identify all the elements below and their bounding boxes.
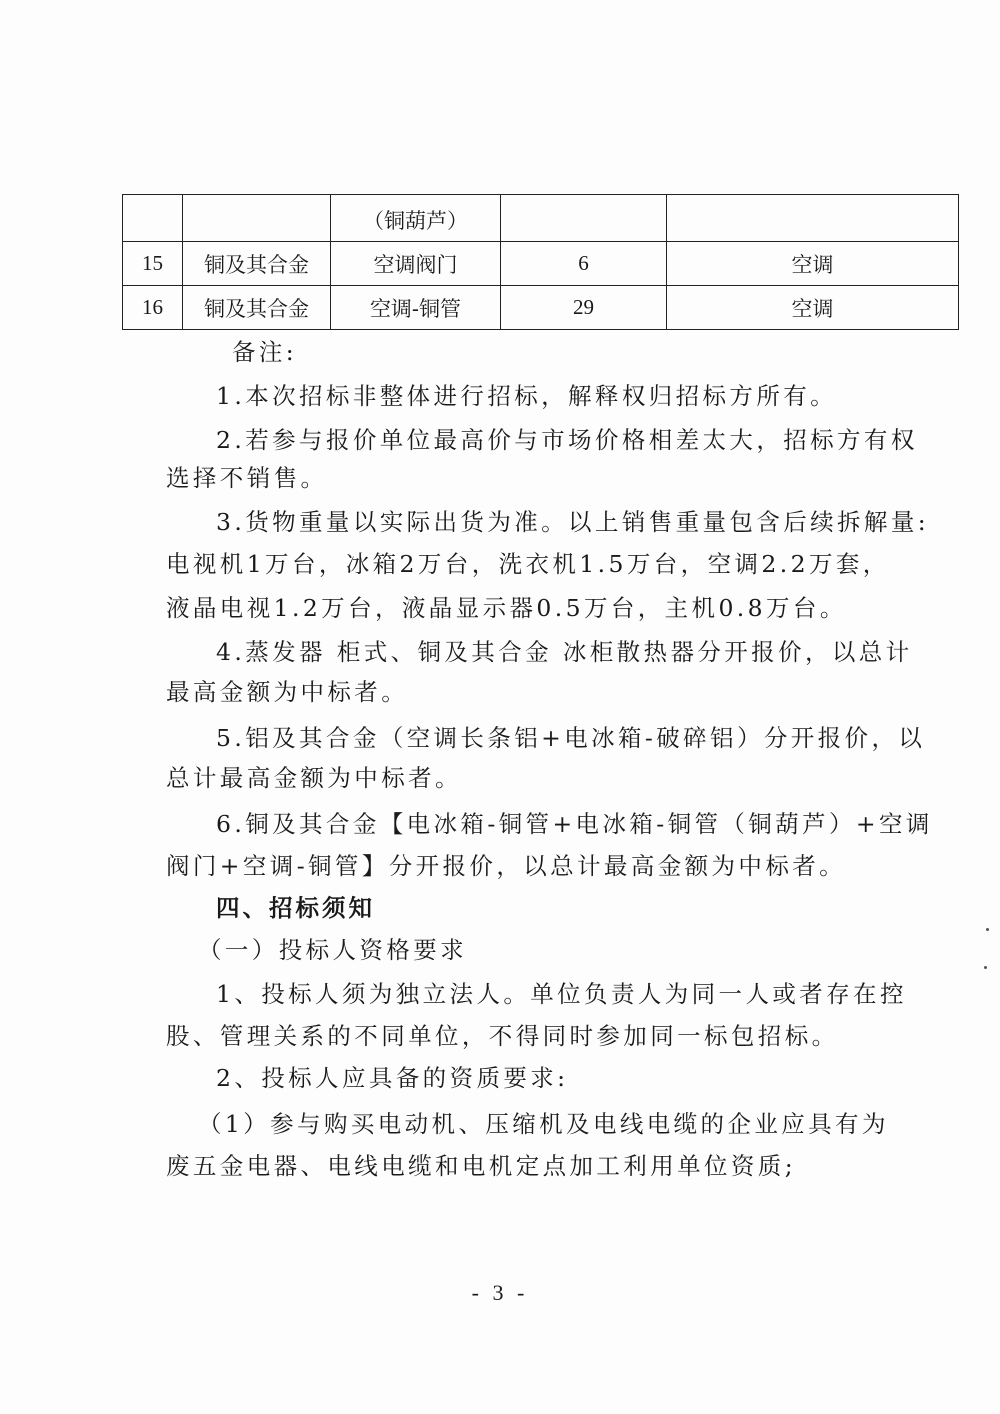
scan-speck bbox=[984, 966, 987, 969]
remark-line: 最高金额为中标者。 bbox=[166, 678, 409, 706]
section-subheading: （一）投标人资格要求 bbox=[198, 936, 467, 964]
remark-line: 3.货物重量以实际出货为准。以上销售重量包含后续拆解量: bbox=[216, 508, 930, 536]
section-line: （1）参与购买电动机、压缩机及电线电缆的企业应具有为 bbox=[198, 1110, 889, 1138]
remark-line: 1.本次招标非整体进行招标，解释权归招标方所有。 bbox=[216, 382, 838, 410]
row-note bbox=[667, 195, 959, 242]
section-heading: 四、招标须知 bbox=[216, 894, 375, 922]
remark-line: 4.蒸发器 柜式、铜及其合金 冰柜散热器分开报价，以总计 bbox=[216, 638, 913, 666]
row-quantity bbox=[501, 195, 667, 242]
row-note: 空调 bbox=[667, 242, 959, 286]
row-number: 15 bbox=[123, 242, 183, 286]
row-category: 铜及其合金 bbox=[183, 242, 331, 286]
remark-line: 2.若参与报价单位最高价与市场价格相差太大，招标方有权 bbox=[216, 426, 918, 454]
row-item: 空调阀门 bbox=[331, 242, 501, 286]
remark-line: 5.铝及其合金（空调长条铝+电冰箱-破碎铝）分开报价，以 bbox=[216, 724, 926, 752]
row-number: 16 bbox=[123, 286, 183, 330]
section-line: 2、投标人应具备的资质要求: bbox=[216, 1064, 569, 1092]
row-category: 铜及其合金 bbox=[183, 286, 331, 330]
remark-line: 电视机1万台，冰箱2万台，洗衣机1.5万台，空调2.2万套， bbox=[166, 550, 890, 578]
remarks-title: 备注: bbox=[232, 338, 298, 366]
row-item: 空调-铜管 bbox=[331, 286, 501, 330]
scan-speck bbox=[986, 928, 989, 931]
section-line: 1、投标人须为独立法人。单位负责人为同一人或者存在控 bbox=[216, 980, 907, 1008]
remark-line: 6.铜及其合金【电冰箱-铜管+电冰箱-铜管（铜葫芦）+空调 bbox=[216, 810, 933, 838]
row-item: （铜葫芦） bbox=[331, 195, 501, 242]
remark-line: 阀门+空调-铜管】分开报价，以总计最高金额为中标者。 bbox=[166, 852, 847, 880]
row-category bbox=[183, 195, 331, 242]
remark-line: 选择不销售。 bbox=[166, 464, 328, 492]
row-quantity: 29 bbox=[501, 286, 667, 330]
table-row bbox=[123, 195, 959, 242]
row-number bbox=[123, 195, 183, 242]
section-line: 股、管理关系的不同单位，不得同时参加同一标包招标。 bbox=[166, 1022, 839, 1050]
row-note: 空调 bbox=[667, 286, 959, 330]
items-table bbox=[122, 194, 959, 330]
remark-line: 总计最高金额为中标者。 bbox=[166, 764, 462, 792]
section-line: 废五金电器、电线电缆和电机定点加工利用单位资质; bbox=[166, 1152, 797, 1180]
table-row bbox=[123, 242, 959, 286]
row-quantity: 6 bbox=[501, 242, 667, 286]
table-row bbox=[123, 286, 959, 330]
remark-line: 液晶电视1.2万台，液晶显示器0.5万台，主机0.8万台。 bbox=[166, 594, 847, 622]
page-number: - 3 - bbox=[471, 1280, 529, 1305]
